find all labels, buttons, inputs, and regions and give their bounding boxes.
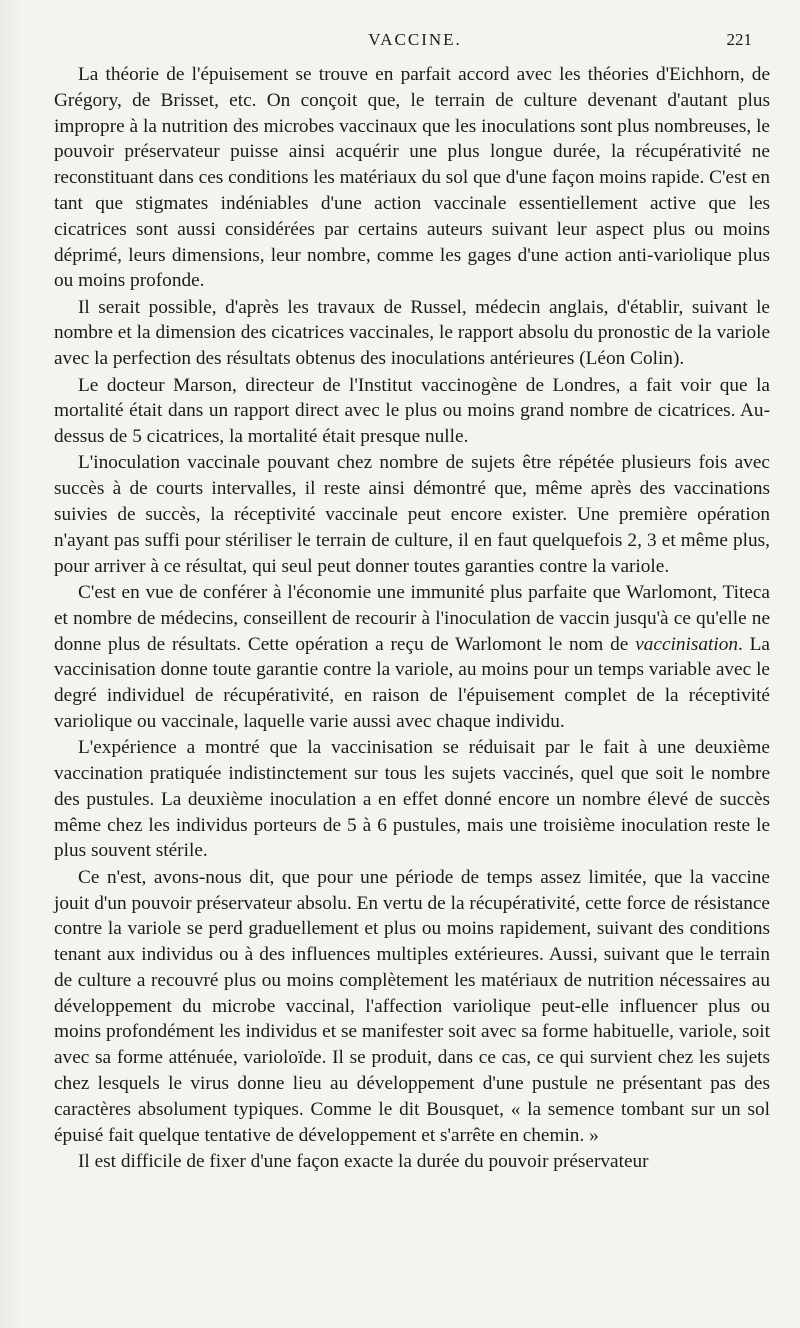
vaccinisation-term: vaccinisation	[635, 633, 738, 655]
body-text	[54, 62, 770, 1175]
paragraph-vaccinisation-before: C'est en vue de conférer à l'économie une immunité plus parfaite que Warlomont, Titeca et nombre de médecins, conseillent de recourir à l'inoculation de vaccin jusqu'à ce qu'elle ne donne plus de résultats. Cette opération a reçu de Warlomont le nom de	[54, 581, 770, 655]
paragraph-exhaustion-theory: La théorie de l'épuisement se trouve en parfait accord avec les théories d'Eichhorn, de Grégory, de Brisset, etc. On conçoit que, le terrain de culture devenant d'autant plus impropre à la nutrition des microbes vaccinaux que les inoculations sont plus nombreuses, le pouvoir préservateur puisse ainsi acquérir une plus longue durée, la récupérativité ne reconstituant dans ces conditions les matériaux du sol que d'une façon moins rapide. C'est en tant que stigmates indéniables d'une action vaccinale essentiellement active que les cicatrices sont aussi considérées par certains auteurs suivant leur aspect plus ou moins déprimé, leurs dimensions, leur nombre, comme les gages d'une action anti-variolique plus ou moins profonde.	[54, 64, 770, 292]
paragraph-repeated-inoculation: L'inoculation vaccinale pouvant chez nombre de sujets être répétée plusieurs fois avec succès à de courts intervalles, il reste ainsi démontré que, même après des vaccinations suivies de succès, la réceptivité vaccinale peut encore exister. Une première opération n'ayant pas suffi pour stériliser le terrain de culture, il en faut quelquefois 2, 3 et même plus, pour arriver à ce résultat, qui seul peut donner toutes garanties contre la variole.	[54, 452, 770, 577]
running-head	[54, 26, 770, 56]
paragraph-marson: Le docteur Marson, directeur de l'Institut vaccinogène de Londres, a fait voir que la mortalité était dans un rapport direct avec le plus ou moins grand nombre de cicatrices. Au-dessus de 5 cicatrices, la mortalité était presque nulle.	[54, 374, 770, 448]
paragraph-russel: Il serait possible, d'après les travaux de Russel, médecin anglais, d'établir, suivant le nombre et la dimension des cicatrices vaccinales, le rapport absolu du pronostic de la variole avec la perfection des résultats obtenus des inoculations antérieures (Léon Colin).	[54, 296, 770, 370]
paragraph-vaccinisation-after: . La vaccinisation donne toute garantie contre la variole, au moins pour un temps variable avec le degré individuel de récupérativité, en raison de l'épuisement complet de la réceptivité variolique ou vaccinale, laquelle varie aussi avec chaque individu.	[54, 633, 770, 732]
paragraph-duration: Il est difficile de fixer d'une façon exacte la durée du pouvoir préservateur	[78, 1150, 649, 1172]
running-title: VACCINE.	[368, 30, 462, 49]
page-number: 221	[726, 30, 752, 49]
paragraph-vaccinisation	[54, 580, 770, 735]
paragraph-experience: L'expérience a montré que la vaccinisation se réduisait par le fait à une deuxième vaccination pratiquée indistinctement sur tous les sujets vaccinés, quel que soit le nombre des pustules. La deuxième inoculation a en effet donné encore un nombre élevé de succès même chez les individus porteurs de 5 à 6 pustules, mais une troisième inoculation reste le plus souvent stérile.	[54, 737, 770, 862]
paragraph-limited-period: Ce n'est, avons-nous dit, que pour une période de temps assez limitée, que la vaccine jouit d'un pouvoir préservateur absolu. En vertu de la récupérativité, cette force de résistance contre la variole se perd graduellement et plus ou moins rapidement, suivant des conditions tenant aux individus ou à des influences multiples extérieures. Aussi, suivant que le terrain de culture a recouvré plus ou moins complètement les matériaux de nutrition nécessaires au développement du microbe vaccinal, l'affection variolique peut-elle influencer plus ou moins profondément les individus et se manifester soit avec sa forme habituelle, variole, soit avec sa forme atténuée, varioloïde. Il se produit, dans ce cas, ce qui survient chez les sujets chez lesquels le virus donne lieu au développement d'une pustule ne présentant pas des caractères absolument typiques. Comme le dit Bousquet, « la semence tombant sur un sol épuisé fait quelque tentative de développement et s'arrête en chemin. »	[54, 866, 770, 1146]
